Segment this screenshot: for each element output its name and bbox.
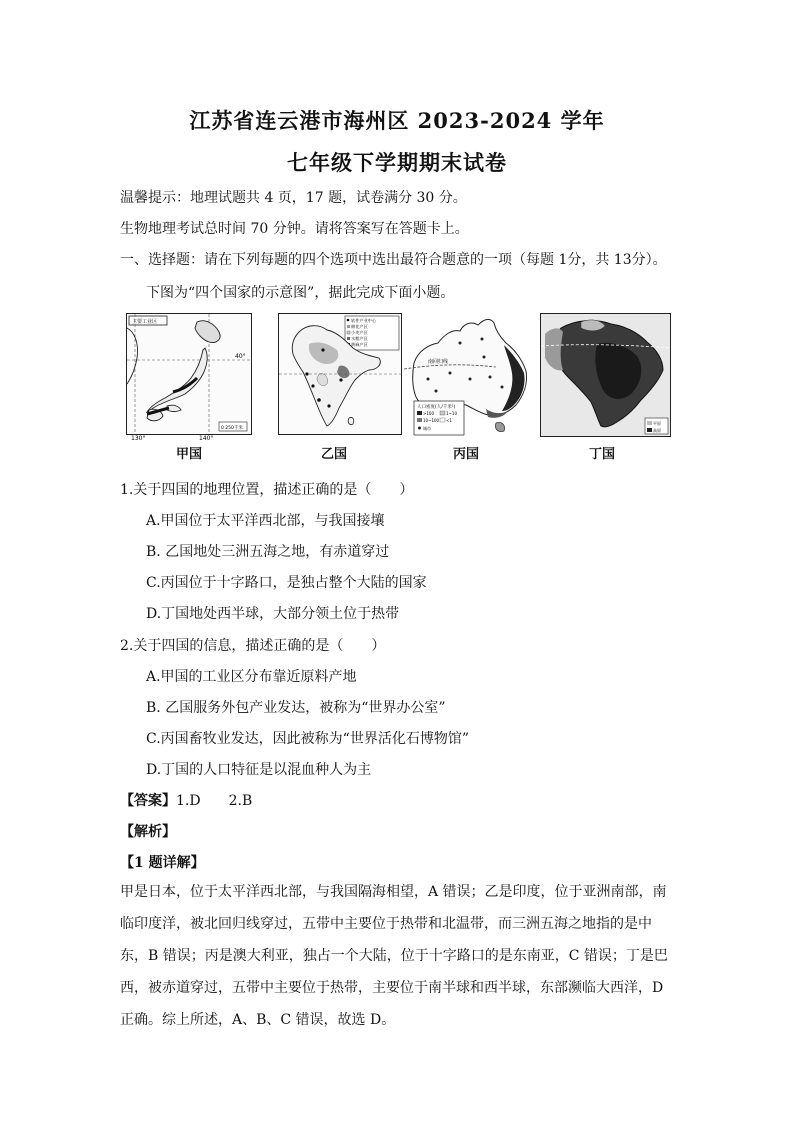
country-maps-figure (126, 313, 671, 463)
analysis-line: 东，B 错误；丙是澳大利亚，独占一个大陆，位于十字路口的是东南亚，C 错误；丁是巴 (120, 948, 668, 964)
map-australia (400, 313, 530, 437)
question-1-stem: 1.关于四国的地理位置，描述正确的是（ ） (120, 482, 414, 498)
question-2-option-a: A.甲国的工业区分布靠近原料产地 (146, 669, 357, 685)
map-india-legend-2: 小麦产区 (351, 330, 368, 335)
map-australia-legend-4: 城市 (423, 426, 431, 431)
tip-line-1: 温馨提示：地理试题共 4 页，17 题，试卷满分 30 分。 (120, 190, 467, 206)
analysis-paragraph (120, 876, 672, 1036)
map-caption-bing: 丙国 (453, 447, 480, 462)
analysis-line: 甲是日本，位于太平洋西北部，与我国隔海相望，A 错误；乙是印度，位于亚洲南部，南 (120, 884, 667, 900)
page-title: 江苏省连云港市海州区 2023-2024 学年 (189, 108, 605, 133)
map-japan-box-label: 主要工业区 (132, 319, 158, 325)
question-2-option-d: D.丁国的人口特征是以混血种人为主 (146, 762, 372, 778)
answer-text: 1.D 2.B (176, 793, 253, 809)
question-1-option-c: C.丙国位于十字路口，是独占整个大陆的国家 (146, 575, 427, 591)
map-india-legend-3: 水稻产区 (351, 336, 368, 341)
question-1-option-a: A.甲国位于太平洋西北部，与我国接壤 (146, 513, 385, 529)
page-subtitle: 七年级下学期期末试卷 (287, 150, 507, 175)
map-australia-legend-title: 人口密度(人/千米²) (417, 405, 456, 410)
question-1-option-b: B. 乙国地处三洲五海之地，有赤道穿过 (146, 544, 390, 560)
map-brazil-legend-0: 平原 (653, 421, 661, 426)
question-2-stem: 2.关于四国的信息，描述正确的是（ ） (120, 638, 386, 654)
answer-line (120, 790, 252, 810)
map-australia-legend-3: <1 (446, 418, 452, 423)
section-heading: 一、选择题：请在下列每题的四个选项中选出最符合题意的一项（每题 1分，共 13分）。 (120, 252, 667, 268)
map-japan-tick-140: 140° (199, 435, 214, 442)
analysis-label: 【解析】 (120, 824, 176, 840)
tip-line-2: 生物地理考试总时间 70 分钟。请将答案写在答题卡上。 (120, 221, 469, 237)
map-india-legend-4: 黄麻产区 (351, 342, 368, 347)
map-india-legend-0: 软件产业中心 (351, 318, 377, 323)
map-japan-scale: 0 250千米 (221, 426, 243, 431)
map-brazil (540, 313, 671, 437)
map-india (278, 313, 402, 435)
map-australia-legend-0: >100 (423, 411, 434, 416)
map-india-legend-1: 棉花产区 (351, 324, 368, 329)
question-1-option-d: D.丁国地处西半球，大部分领土位于热带 (146, 606, 400, 622)
analysis-line: 临印度洋，被北回归线穿过，五带中主要位于热带和北温带，而三洲五海之地指的是中 (120, 916, 652, 932)
map-japan-tick-130: 130° (131, 435, 146, 442)
map-brazil-legend-1: 高原 (653, 428, 661, 433)
map-japan (126, 313, 252, 442)
map-caption-jia: 甲国 (176, 447, 203, 462)
analysis-detail-label: 【1 题详解】 (120, 855, 205, 871)
figure-intro: 下图为“四个国家的示意图”，据此完成下面小题。 (146, 285, 455, 301)
map-japan-lat-label: 40° (235, 353, 246, 360)
analysis-line: 正确。综上所述，A、B、C 错误，故选 D。 (120, 1012, 396, 1028)
map-australia-legend-2: 10~100 (423, 418, 440, 423)
question-2-option-c: C.丙国畜牧业发达，因此被称为“世界活化石博物馆” (146, 731, 469, 747)
map-australia-legend-1: 1~10 (446, 411, 457, 416)
answer-label: 【答案】 (120, 793, 176, 809)
question-2-option-b: B. 乙国服务外包产业发达，被称为“世界办公室” (146, 700, 446, 716)
map-caption-ding: 丁国 (589, 447, 616, 462)
analysis-line: 西，被赤道穿过，五带中主要位于热带，主要位于南半球和西半球，东部濒临大西洋，D (120, 980, 664, 996)
map-caption-yi: 乙国 (321, 447, 348, 462)
map-australia-curve-label: 南回归线 (428, 359, 449, 365)
